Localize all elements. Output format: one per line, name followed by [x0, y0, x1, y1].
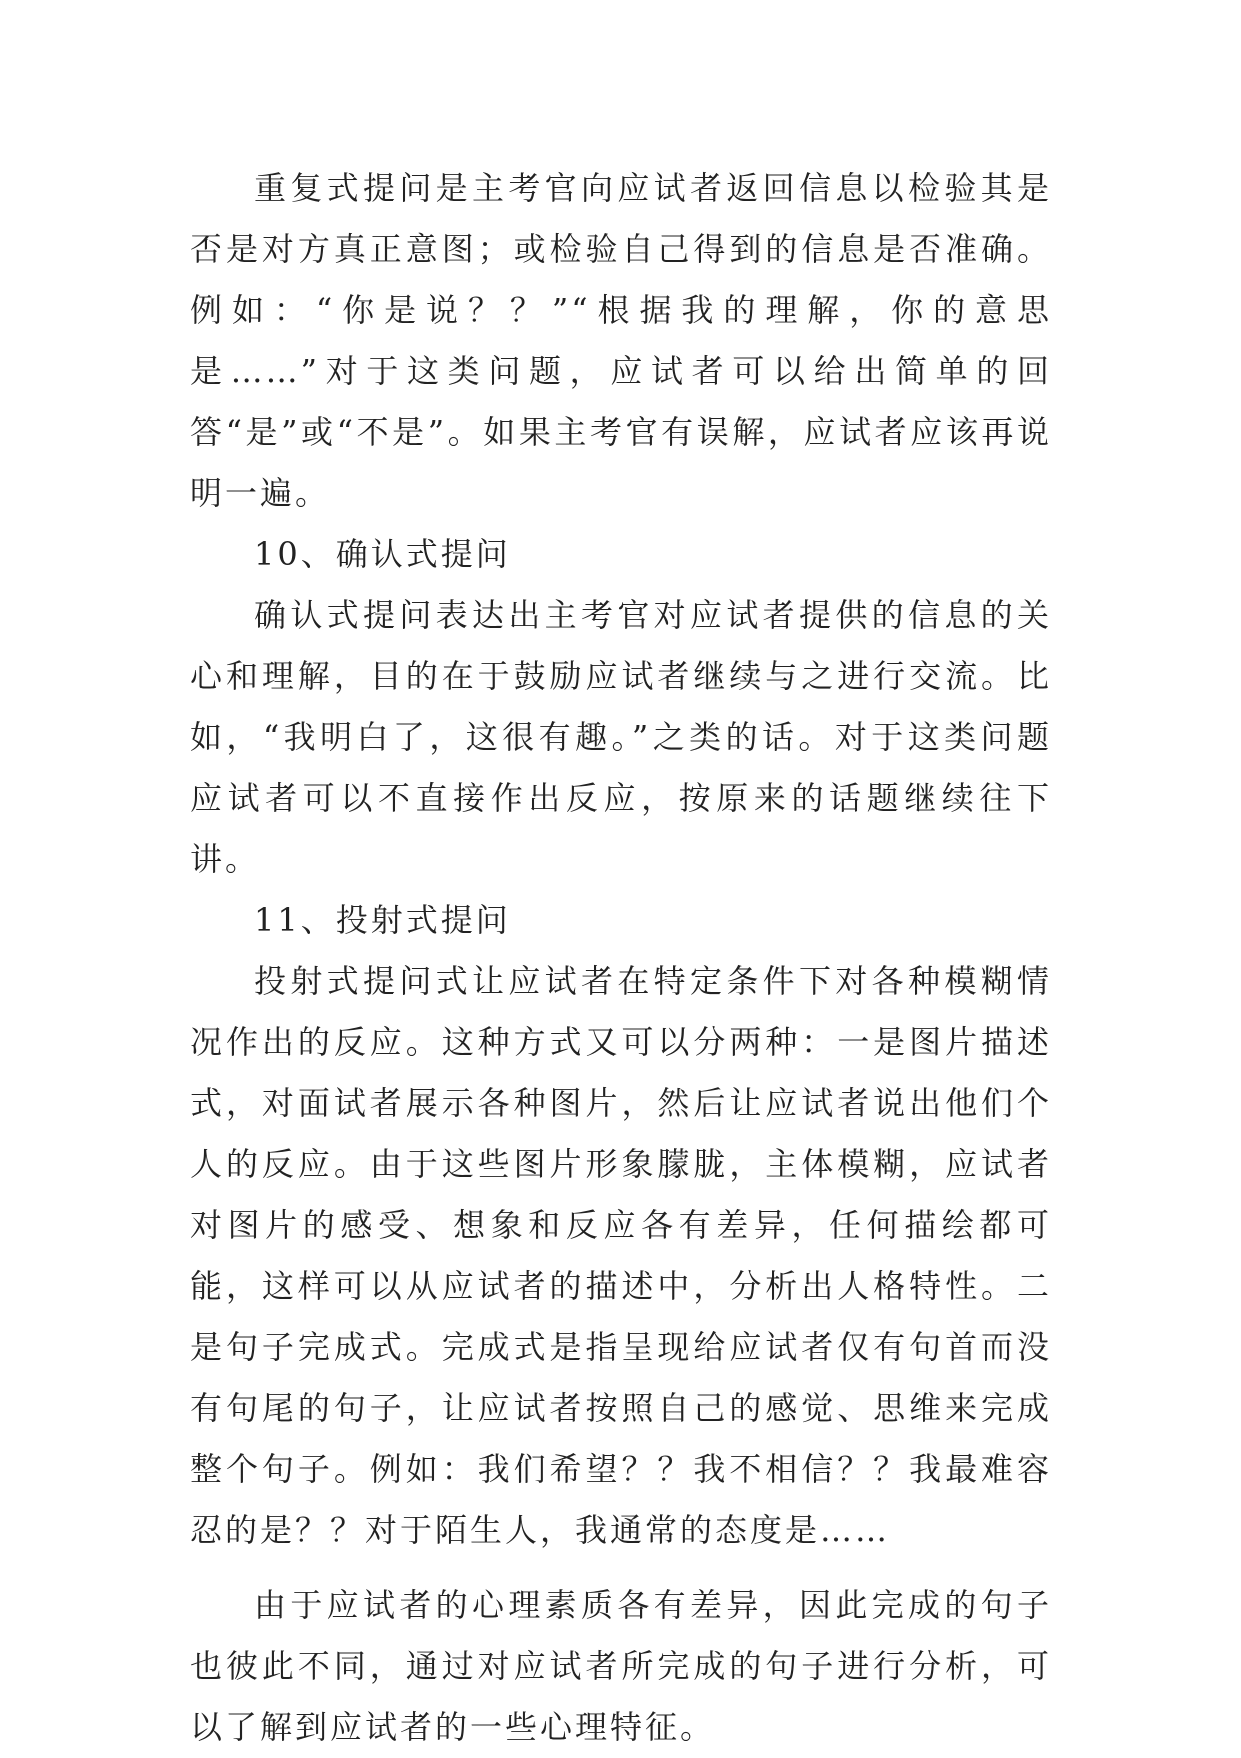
heading-confirm-question: 10、确认式提问: [254, 535, 511, 573]
paragraph-repeat-question: 重复式提问是主考官向应试者返回信息以检验其是否是对方真正意图；或检验自己得到的信息是否准确。例如：“你是说？？”“根据我的理解，你的意思是……”对于这类问题，应试者可以给出简单的回答“是”或“不是”。如果主考官有误解，应试者应该再说明一遍。: [190, 169, 1052, 512]
document-body: [190, 158, 1052, 1758]
paragraph-confirm-question: 确认式提问表达出主考官对应试者提供的信息的关心和理解，目的在于鼓励应试者继续与之进行交流。比如，“我明白了，这很有趣。”之类的话。对于这类问题应试者可以不直接作出反应，按原来的话题继续往下讲。: [190, 596, 1052, 878]
heading-projective-question: 11、投射式提问: [254, 901, 511, 939]
paragraph-projective-question: 投射式提问式让应试者在特定条件下对各种模糊情况作出的反应。这种方式又可以分两种：一是图片描述式，对面试者展示各种图片，然后让应试者说出他们个人的反应。由于这些图片形象朦胧，主体模糊，应试者对图片的感受、想象和反应各有差异，任何描绘都可能，这样可以从应试者的描述中，分析出人格特性。二是句子完成式。完成式是指呈现给应试者仅有句首而没有句尾的句子，让应试者按照自己的感觉、思维来完成整个句子。例如：我们希望？？我不相信？？我最难容忍的是？？对于陌生人，我通常的态度是……: [190, 962, 1052, 1549]
paragraph-conclusion: 由于应试者的心理素质各有差异，因此完成的句子也彼此不同，通过对应试者所完成的句子进行分析，可以了解到应试者的一些心理特征。: [190, 1586, 1052, 1746]
